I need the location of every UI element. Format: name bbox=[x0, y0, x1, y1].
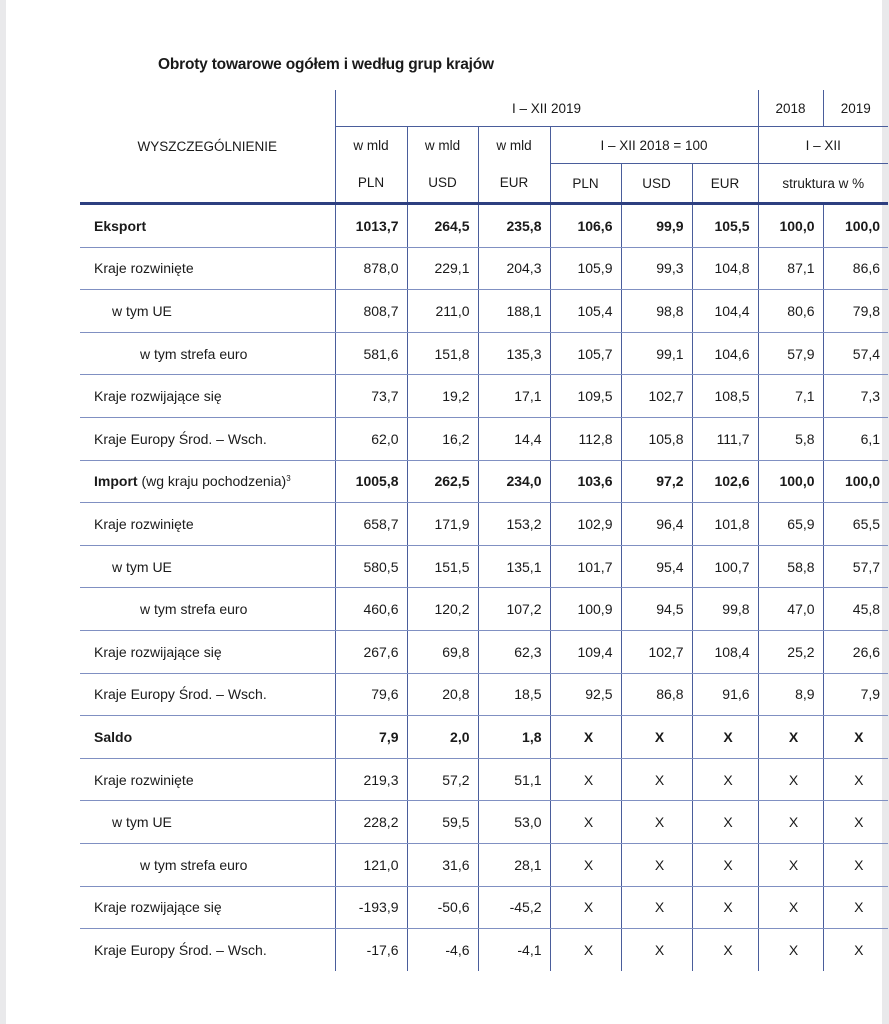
table-body bbox=[80, 204, 888, 971]
table-cell: X bbox=[692, 758, 758, 801]
table-cell: 19,2 bbox=[407, 375, 478, 418]
table-header bbox=[80, 90, 888, 204]
row-label bbox=[80, 332, 335, 375]
table-cell: 7,1 bbox=[758, 375, 823, 418]
table-row bbox=[80, 332, 888, 375]
table-cell: 808,7 bbox=[335, 290, 407, 333]
table-row bbox=[80, 758, 888, 801]
table-cell: 135,3 bbox=[478, 332, 550, 375]
table-cell: 264,5 bbox=[407, 204, 478, 248]
table-cell: 109,5 bbox=[550, 375, 621, 418]
row-label bbox=[80, 929, 335, 971]
table-cell: 79,8 bbox=[823, 290, 888, 333]
table-row bbox=[80, 545, 888, 588]
table-cell: -193,9 bbox=[335, 886, 407, 929]
row-label-text: Kraje Europy Środ. – Wsch. bbox=[94, 941, 267, 958]
table-cell: 101,7 bbox=[550, 545, 621, 588]
table-cell: 62,3 bbox=[478, 630, 550, 673]
table-cell: X bbox=[758, 758, 823, 801]
table-cell: 102,9 bbox=[550, 503, 621, 546]
table-cell: X bbox=[692, 801, 758, 844]
table-cell: 99,3 bbox=[621, 247, 692, 290]
row-label bbox=[80, 673, 335, 716]
row-label-suffix: (wg kraju pochodzenia) bbox=[137, 473, 287, 490]
table-cell: 104,6 bbox=[692, 332, 758, 375]
table-cell: 219,3 bbox=[335, 758, 407, 801]
table-row bbox=[80, 929, 888, 971]
table-cell: X bbox=[550, 843, 621, 886]
table-cell: 97,2 bbox=[621, 460, 692, 503]
table-cell: X bbox=[621, 801, 692, 844]
currency-header: EUR bbox=[692, 164, 758, 204]
row-label bbox=[80, 886, 335, 929]
currency-header: USD bbox=[407, 164, 478, 204]
currency-header: USD bbox=[621, 164, 692, 204]
row-label-text: w tym strefa euro bbox=[140, 856, 248, 873]
table-cell: 1005,8 bbox=[335, 460, 407, 503]
table-cell: 204,3 bbox=[478, 247, 550, 290]
table-cell: 86,6 bbox=[823, 247, 888, 290]
row-label bbox=[80, 758, 335, 801]
table-cell: 100,9 bbox=[550, 588, 621, 631]
row-label bbox=[80, 375, 335, 418]
table-cell: 267,6 bbox=[335, 630, 407, 673]
table-cell: 94,5 bbox=[621, 588, 692, 631]
document-page bbox=[6, 0, 882, 1024]
table-cell: X bbox=[550, 886, 621, 929]
table-cell: X bbox=[550, 929, 621, 971]
table-cell: 100,0 bbox=[758, 204, 823, 248]
table-cell: 5,8 bbox=[758, 417, 823, 460]
table-cell: X bbox=[621, 886, 692, 929]
table-cell: 51,1 bbox=[478, 758, 550, 801]
table-cell: 45,8 bbox=[823, 588, 888, 631]
table-cell: 47,0 bbox=[758, 588, 823, 631]
currency-header: PLN bbox=[550, 164, 621, 204]
table-cell: 102,7 bbox=[621, 375, 692, 418]
unit-header-pln: w mld bbox=[335, 127, 407, 164]
row-label bbox=[80, 204, 335, 248]
table-cell: 151,5 bbox=[407, 545, 478, 588]
row-label-text: w tym UE bbox=[112, 302, 172, 319]
table-cell: 460,6 bbox=[335, 588, 407, 631]
table-row bbox=[80, 716, 888, 759]
table-cell: X bbox=[758, 801, 823, 844]
row-label-text: Kraje rozwinięte bbox=[94, 515, 194, 532]
table-cell: 105,8 bbox=[621, 417, 692, 460]
table-title: Obroty towarowe ogółem i według grup krajów bbox=[158, 56, 494, 73]
table-row bbox=[80, 204, 888, 248]
row-label-text: Kraje rozwinięte bbox=[94, 260, 194, 277]
table-cell: 14,4 bbox=[478, 417, 550, 460]
table-cell: 58,8 bbox=[758, 545, 823, 588]
table-cell: X bbox=[823, 716, 888, 759]
unit-header-eur: w mld bbox=[478, 127, 550, 164]
table-cell: 57,2 bbox=[407, 758, 478, 801]
table-cell: X bbox=[758, 716, 823, 759]
row-label-text: Kraje Europy Środ. – Wsch. bbox=[94, 430, 267, 447]
table-cell: 2,0 bbox=[407, 716, 478, 759]
row-label bbox=[80, 290, 335, 333]
table-cell: 235,8 bbox=[478, 204, 550, 248]
table-cell: X bbox=[550, 801, 621, 844]
table-cell: X bbox=[823, 843, 888, 886]
footnote-marker: 3 bbox=[286, 474, 291, 484]
table-cell: 7,3 bbox=[823, 375, 888, 418]
row-label-text: Kraje rozwijające się bbox=[94, 899, 222, 916]
row-label-text: w tym strefa euro bbox=[140, 345, 248, 362]
row-label bbox=[80, 630, 335, 673]
table-cell: 1,8 bbox=[478, 716, 550, 759]
period-header: I – XII 2019 bbox=[335, 90, 758, 127]
table-cell: 112,8 bbox=[550, 417, 621, 460]
row-label bbox=[80, 716, 335, 759]
table-cell: 57,7 bbox=[823, 545, 888, 588]
table-cell: X bbox=[621, 716, 692, 759]
table-cell: X bbox=[758, 929, 823, 971]
row-label bbox=[80, 503, 335, 546]
row-label bbox=[80, 588, 335, 631]
table-cell: X bbox=[692, 843, 758, 886]
table-cell: 100,0 bbox=[823, 460, 888, 503]
table-cell: 109,4 bbox=[550, 630, 621, 673]
table-cell: 99,8 bbox=[692, 588, 758, 631]
table-row bbox=[80, 247, 888, 290]
row-label-text: w tym strefa euro bbox=[140, 601, 248, 618]
table-cell: 62,0 bbox=[335, 417, 407, 460]
table-cell: 581,6 bbox=[335, 332, 407, 375]
row-label bbox=[80, 417, 335, 460]
table-cell: 111,7 bbox=[692, 417, 758, 460]
row-label-text: Import bbox=[94, 473, 138, 490]
row-label bbox=[80, 460, 335, 503]
table-cell: 18,5 bbox=[478, 673, 550, 716]
table-cell: 135,1 bbox=[478, 545, 550, 588]
row-label-text: w tym UE bbox=[112, 558, 172, 575]
table-cell: -4,1 bbox=[478, 929, 550, 971]
table-cell: 234,0 bbox=[478, 460, 550, 503]
table-cell: 20,8 bbox=[407, 673, 478, 716]
table-row bbox=[80, 843, 888, 886]
table-cell: -4,6 bbox=[407, 929, 478, 971]
table-cell: 171,9 bbox=[407, 503, 478, 546]
table-row bbox=[80, 673, 888, 716]
months-header: I – XII bbox=[758, 127, 888, 164]
table-cell: 151,8 bbox=[407, 332, 478, 375]
index-header: I – XII 2018 = 100 bbox=[550, 127, 758, 164]
table-cell: X bbox=[823, 758, 888, 801]
row-label-text: Kraje rozwijające się bbox=[94, 388, 222, 405]
table-cell: 100,0 bbox=[758, 460, 823, 503]
table-cell: 188,1 bbox=[478, 290, 550, 333]
table-row bbox=[80, 801, 888, 844]
row-label bbox=[80, 843, 335, 886]
table-cell: 228,2 bbox=[335, 801, 407, 844]
row-label-text: Kraje Europy Środ. – Wsch. bbox=[94, 686, 267, 703]
table-cell: X bbox=[692, 886, 758, 929]
table-cell: X bbox=[823, 929, 888, 971]
row-label-text: Kraje rozwinięte bbox=[94, 771, 194, 788]
table-cell: -45,2 bbox=[478, 886, 550, 929]
table-cell: 103,6 bbox=[550, 460, 621, 503]
structure-header: struktura w % bbox=[758, 164, 888, 204]
table-cell: 99,1 bbox=[621, 332, 692, 375]
table-cell: 121,0 bbox=[335, 843, 407, 886]
row-label bbox=[80, 801, 335, 844]
table-cell: -17,6 bbox=[335, 929, 407, 971]
table-cell: 104,4 bbox=[692, 290, 758, 333]
table-cell: 69,8 bbox=[407, 630, 478, 673]
table-cell: X bbox=[550, 758, 621, 801]
table-cell: 211,0 bbox=[407, 290, 478, 333]
table-cell: 105,9 bbox=[550, 247, 621, 290]
table-cell: X bbox=[621, 929, 692, 971]
table-cell: X bbox=[621, 843, 692, 886]
unit-header-usd: w mld bbox=[407, 127, 478, 164]
table-cell: 87,1 bbox=[758, 247, 823, 290]
table-cell: X bbox=[823, 886, 888, 929]
year-2018-header: 2018 bbox=[758, 90, 823, 127]
table-cell: 7,9 bbox=[335, 716, 407, 759]
table-cell: 16,2 bbox=[407, 417, 478, 460]
table-cell: 229,1 bbox=[407, 247, 478, 290]
table-cell: 105,7 bbox=[550, 332, 621, 375]
table-cell: 104,8 bbox=[692, 247, 758, 290]
table-cell: 1013,7 bbox=[335, 204, 407, 248]
table-cell: 73,7 bbox=[335, 375, 407, 418]
table-row bbox=[80, 417, 888, 460]
table-cell: X bbox=[621, 758, 692, 801]
table-cell: 262,5 bbox=[407, 460, 478, 503]
stub-header: WYSZCZEGÓLNIENIE bbox=[137, 138, 277, 154]
table-cell: 79,6 bbox=[335, 673, 407, 716]
table-cell: X bbox=[758, 886, 823, 929]
currency-header: EUR bbox=[478, 164, 550, 204]
table-cell: 107,2 bbox=[478, 588, 550, 631]
table-cell: 57,4 bbox=[823, 332, 888, 375]
table-cell: 101,8 bbox=[692, 503, 758, 546]
table-cell: 878,0 bbox=[335, 247, 407, 290]
table-cell: 86,8 bbox=[621, 673, 692, 716]
table-cell: 95,4 bbox=[621, 545, 692, 588]
table-cell: X bbox=[692, 929, 758, 971]
table-cell: 26,6 bbox=[823, 630, 888, 673]
table-row bbox=[80, 375, 888, 418]
table-cell: 92,5 bbox=[550, 673, 621, 716]
table-cell: 105,5 bbox=[692, 204, 758, 248]
table-row bbox=[80, 630, 888, 673]
table-cell: X bbox=[758, 843, 823, 886]
table-cell: X bbox=[550, 716, 621, 759]
table-cell: 108,5 bbox=[692, 375, 758, 418]
table-cell: 108,4 bbox=[692, 630, 758, 673]
table-row bbox=[80, 503, 888, 546]
table-cell: 31,6 bbox=[407, 843, 478, 886]
table-row bbox=[80, 290, 888, 333]
table-cell: X bbox=[823, 801, 888, 844]
table-cell: 25,2 bbox=[758, 630, 823, 673]
table-cell: 105,4 bbox=[550, 290, 621, 333]
table-row bbox=[80, 588, 888, 631]
row-label-text: Kraje rozwijające się bbox=[94, 643, 222, 660]
table-cell: 96,4 bbox=[621, 503, 692, 546]
table-cell: -50,6 bbox=[407, 886, 478, 929]
table-row bbox=[80, 460, 888, 503]
table-cell: 153,2 bbox=[478, 503, 550, 546]
table-cell: 59,5 bbox=[407, 801, 478, 844]
table-cell: 98,8 bbox=[621, 290, 692, 333]
table-cell: 53,0 bbox=[478, 801, 550, 844]
table-cell: 65,5 bbox=[823, 503, 888, 546]
row-label bbox=[80, 545, 335, 588]
table-cell: 99,9 bbox=[621, 204, 692, 248]
row-label-text: Eksport bbox=[94, 217, 147, 234]
table-cell: 80,6 bbox=[758, 290, 823, 333]
table-cell: 100,7 bbox=[692, 545, 758, 588]
table-cell: 8,9 bbox=[758, 673, 823, 716]
table-cell: 6,1 bbox=[823, 417, 888, 460]
table-row bbox=[80, 886, 888, 929]
table-cell: 65,9 bbox=[758, 503, 823, 546]
table-cell: 106,6 bbox=[550, 204, 621, 248]
row-label-text: Saldo bbox=[94, 728, 133, 745]
table-cell: X bbox=[692, 716, 758, 759]
table-cell: 7,9 bbox=[823, 673, 888, 716]
currency-header: PLN bbox=[335, 164, 407, 204]
table-cell: 658,7 bbox=[335, 503, 407, 546]
table-cell: 580,5 bbox=[335, 545, 407, 588]
row-label-text: w tym UE bbox=[112, 814, 172, 831]
trade-table bbox=[80, 90, 888, 971]
table-cell: 120,2 bbox=[407, 588, 478, 631]
table-cell: 91,6 bbox=[692, 673, 758, 716]
table-cell: 102,7 bbox=[621, 630, 692, 673]
year-2019-header: 2019 bbox=[823, 90, 888, 127]
table-cell: 17,1 bbox=[478, 375, 550, 418]
table-cell: 102,6 bbox=[692, 460, 758, 503]
row-label bbox=[80, 247, 335, 290]
table-cell: 100,0 bbox=[823, 204, 888, 248]
table-cell: 28,1 bbox=[478, 843, 550, 886]
table-cell: 57,9 bbox=[758, 332, 823, 375]
